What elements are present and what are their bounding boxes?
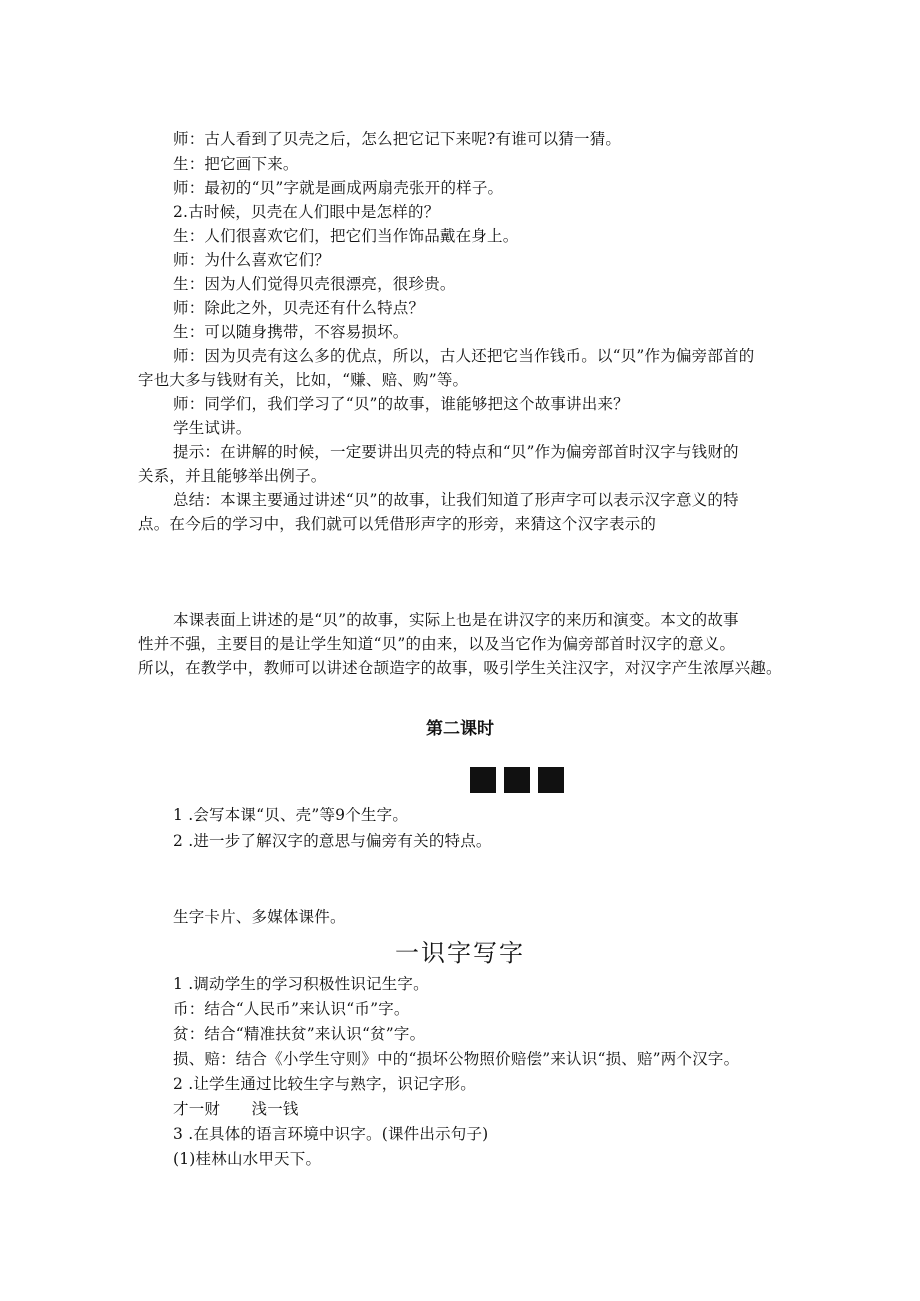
dialogue-line: 生：人们很喜欢它们，把它们当作饰品戴在身上。: [173, 227, 519, 245]
step-line: 损、赔：结合《小学生守则》中的“损坏公物照价赔偿”来认识“损、赔”两个汉字。: [173, 1050, 740, 1068]
redaction-block: [504, 767, 530, 793]
preparation-line: 生字卡片、多媒体课件。: [173, 908, 346, 926]
tip-line: 关系，并且能够举出例子。: [138, 467, 327, 485]
step-line: 币：结合“人民币”来认识“币”字。: [173, 1000, 410, 1018]
reflection-line: 所以，在教学中，教师可以讲述仓颉造字的故事，吸引学生关注汉字，对汉字产生浓厚兴趣。: [138, 659, 782, 677]
step-line: (1)桂林山水甲天下。: [173, 1150, 322, 1168]
redaction-block: [470, 767, 496, 793]
goal-item: 2 .进一步了解汉字的意思与偏旁有关的特点。: [173, 832, 492, 850]
dialogue-line: 师：因为贝壳有这么多的优点，所以，古人还把它当作钱币。以“贝”作为偏旁部首的: [173, 347, 755, 365]
reflection-line: 性并不强，主要目的是让学生知道“贝”的由来，以及当它作为偏旁部首时汉字的意义。: [138, 635, 736, 653]
dialogue-line: 生：可以随身携带，不容易损坏。: [173, 323, 409, 341]
goal-item: 1 .会写本课“贝、壳”等9个生字。: [173, 806, 409, 824]
dialogue-line: 师：除此之外，贝壳还有什么特点？: [173, 299, 425, 317]
step-line: 贫：结合“精准扶贫”来认识“贫”字。: [173, 1025, 426, 1043]
summary-line: 点。在今后的学习中，我们就可以凭借形声字的形旁，来猜这个汉字表示的: [138, 515, 657, 533]
part-title: 一识字写字: [395, 939, 525, 967]
dialogue-line: 师：古人看到了贝壳之后，怎么把它记下来呢?有谁可以猜一猜。: [173, 130, 622, 148]
step-line: 3 .在具体的语言环境中识字。(课件出示句子): [173, 1125, 489, 1143]
dialogue-line: 字也大多与钱财有关，比如，“赚、赔、购”等。: [138, 371, 469, 389]
dialogue-line: 生：把它画下来。: [173, 155, 299, 173]
step-line: 1 .调动学生的学习积极性识记生字。: [173, 975, 429, 993]
lesson-title: 第二课时: [426, 719, 494, 739]
step-line: 2 .让学生通过比较生字与熟字，识记字形。: [173, 1075, 476, 1093]
question-heading: 2.古时候，贝壳在人们眼中是怎样的？: [173, 203, 440, 221]
dialogue-line: 学生试讲。: [173, 419, 252, 437]
dialogue-line: 师：同学们，我们学习了“贝”的故事，谁能够把这个故事讲出来？: [173, 395, 629, 413]
step-line: 才一财 浅一钱: [173, 1100, 299, 1118]
redaction-block: [538, 767, 564, 793]
summary-line: 总结：本课主要通过讲述“贝”的故事，让我们知道了形声字可以表示汉字意义的特: [173, 491, 739, 509]
redacted-heading: [470, 767, 564, 793]
reflection-line: 本课表面上讲述的是“贝”的故事，实际上也是在讲汉字的来历和演变。本文的故事: [173, 611, 739, 629]
tip-line: 提示：在讲解的时候，一定要讲出贝壳的特点和“贝”作为偏旁部首时汉字与钱财的: [173, 443, 739, 461]
dialogue-line: 师：最初的“贝”字就是画成两扇壳张开的样子。: [173, 179, 504, 197]
dialogue-line: 生：因为人们觉得贝壳很漂亮，很珍贵。: [173, 275, 456, 293]
dialogue-line: 师：为什么喜欢它们？: [173, 251, 331, 269]
